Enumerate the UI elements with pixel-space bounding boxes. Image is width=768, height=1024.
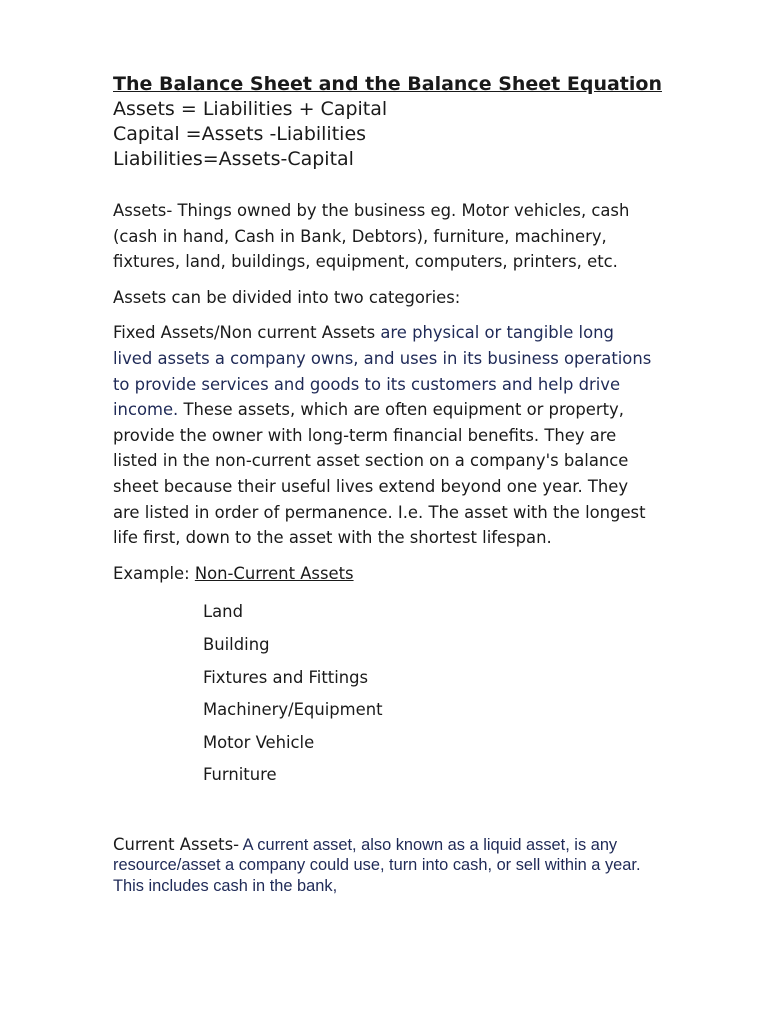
document-title: The Balance Sheet and the Balance Sheet Equation [113, 73, 662, 95]
fixed-assets-paragraph [113, 320, 658, 550]
equation-liabilities: Liabilities=Assets-Capital [113, 148, 354, 170]
equation-capital: Capital =Assets -Liabilities [113, 123, 367, 145]
current-assets-paragraph [113, 835, 658, 897]
example-label: Example: [113, 563, 195, 583]
document-page [113, 72, 662, 896]
current-assets-part2: resource/asset a company could use, turn into cash, or sell within a year [113, 856, 636, 875]
fixed-assets-rest: These assets, which are often equipment or property, provide the owner with long-term financial benefits. They are listed in the non-current asset section on a company's balance sheet because their useful lives extend beyond one year. They are listed in order of permanence. I.e. The asset with the longest life first, down to the asset with the shortest lifespan. [113, 400, 646, 548]
fixed-assets-definition: physical or tangible long lived assets a company owns, and uses in its business operations to provide services and goods to its customers and help drive income. [113, 323, 652, 420]
fixed-assets-term: Fixed Assets/Non current Assets [113, 323, 376, 343]
example-heading: Non-Current Assets [194, 563, 354, 583]
non-current-assets-list [203, 596, 658, 792]
assets-categories: Assets can be divided into two categories: [113, 287, 461, 307]
current-assets-part1: A current asset, also known as a liquid asset, is any [239, 835, 618, 854]
list-item: Fixtures and Fittings [203, 667, 369, 687]
list-item: Building [203, 634, 270, 654]
list-item: Furniture [203, 765, 277, 785]
fixed-assets-connector: are [375, 323, 413, 343]
current-assets-part3: . This includes cash in the bank, [113, 856, 641, 895]
example-line [113, 561, 658, 587]
list-item: Motor Vehicle [203, 732, 315, 752]
list-item: Machinery/Equipment [203, 700, 383, 720]
assets-definition: Assets- Things owned by the business eg. Motor vehicles, cash (cash in hand, Cash in Bank, Debtors), furniture, machinery, fixtures, land, buildings, equipment, computers, printers, etc. [113, 201, 630, 272]
current-assets-term: Current Assets- [113, 834, 240, 854]
equation-assets: Assets = Liabilities + Capital [113, 98, 388, 120]
list-item: Land [203, 602, 243, 622]
